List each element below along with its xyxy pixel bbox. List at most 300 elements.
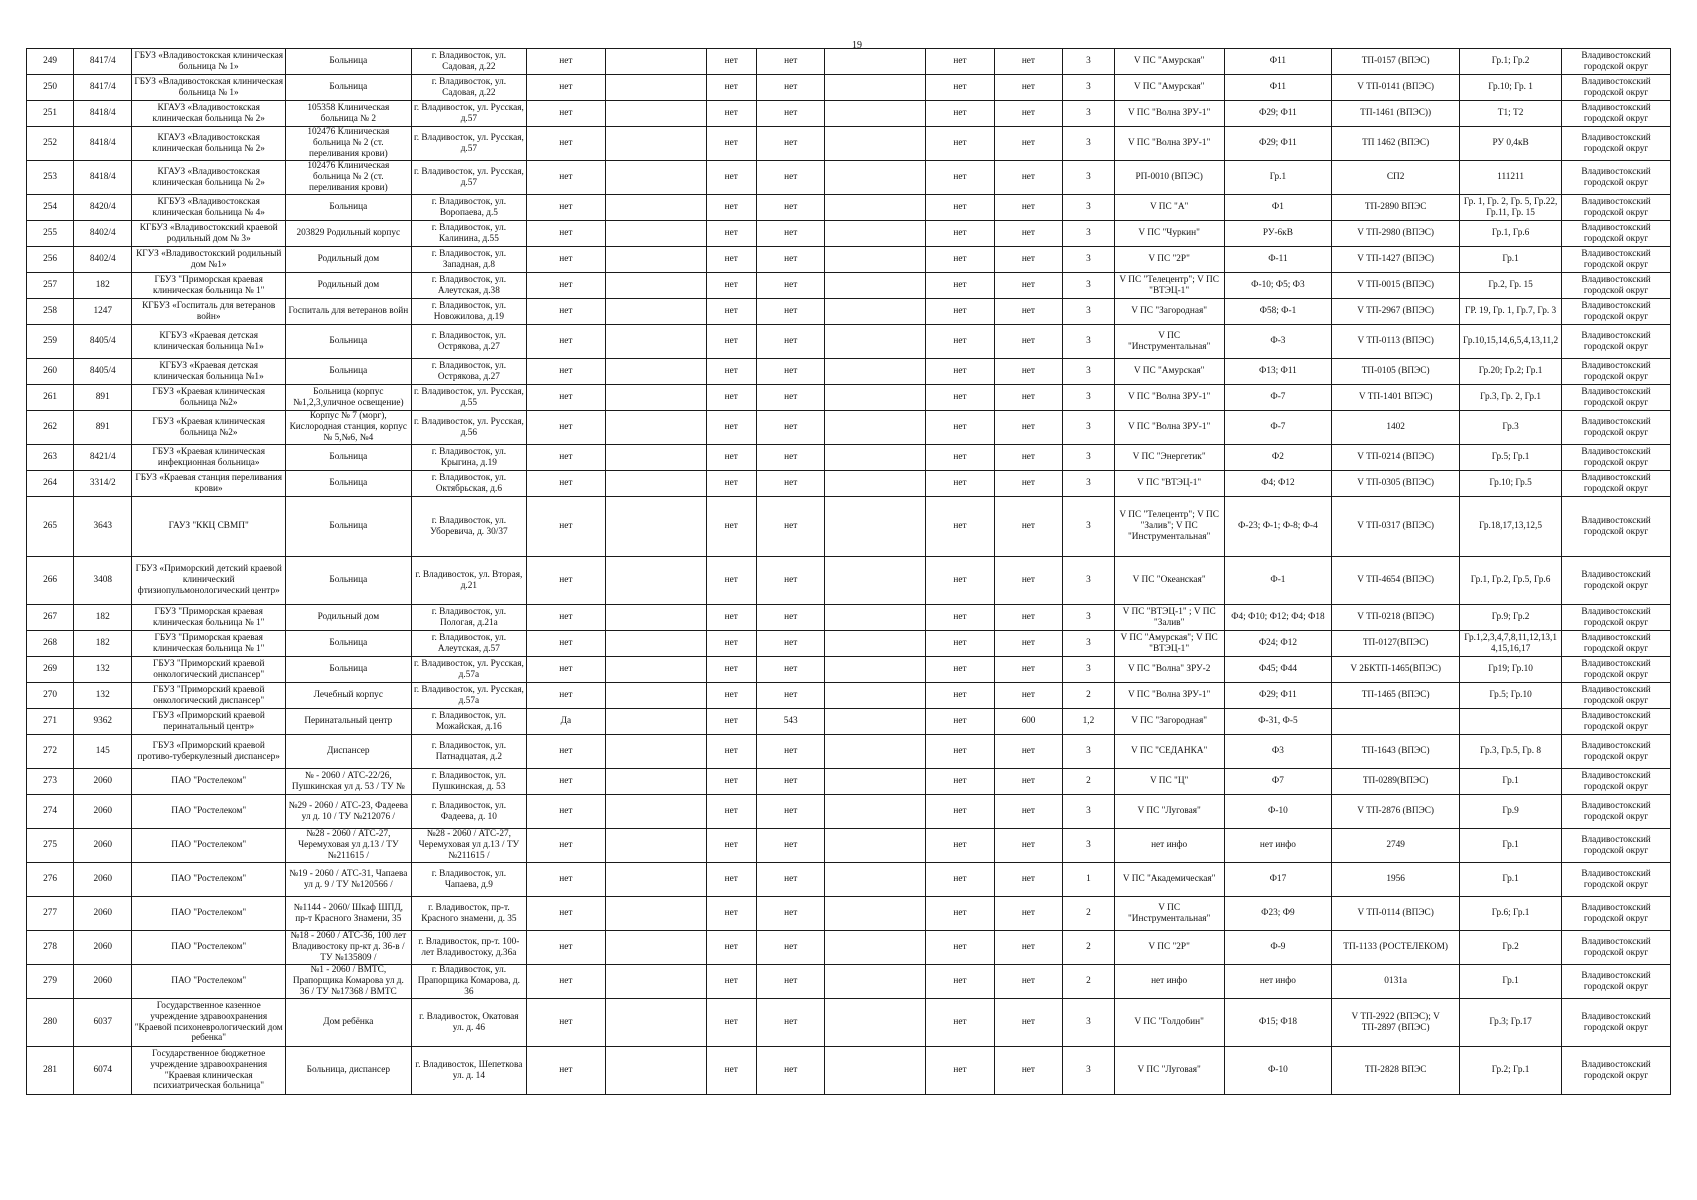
cell-col-9 (825, 709, 926, 735)
cell-row-number: 250 (27, 75, 74, 101)
cell-feeder: Ф2 (1224, 445, 1332, 471)
cell-col-6 (605, 897, 706, 931)
table-row (27, 161, 1671, 195)
cell-substation: V ТП-2922 (ВПЭС); V ТП-2897 (ВПЭС) (1332, 999, 1460, 1047)
cell-object-name: Дом ребёнка (286, 999, 412, 1047)
cell-feeder: Ф15; Ф18 (1224, 999, 1332, 1047)
cell-organization: ГБУЗ «Владивостокская клиническая больница № 1» (132, 75, 286, 101)
cell-power-center: V ПС "Загородная" (1114, 709, 1224, 735)
cell-organization: ПАО "Ростелеком" (132, 829, 286, 863)
cell-groups: Гр.20; Гр.2; Гр.1 (1460, 359, 1562, 385)
cell-row-number: 261 (27, 385, 74, 411)
cell-col-10: нет (926, 195, 994, 221)
cell-feeder: Ф-10 (1224, 1047, 1332, 1095)
cell-col-8: нет (756, 965, 824, 999)
cell-col-5: нет (527, 1047, 605, 1095)
cell-col-6 (605, 385, 706, 411)
cell-col-7: нет (706, 795, 756, 829)
table-body (27, 49, 1671, 1095)
cell-col-7: нет (706, 471, 756, 497)
cell-col-8: нет (756, 411, 824, 445)
cell-col-8: нет (756, 75, 824, 101)
cell-groups: Гр. 1, Гр. 2, Гр. 5, Гр.22, Гр.11, Гр. 15 (1460, 195, 1562, 221)
cell-object-name: 105358 Клиническая больница № 2 (286, 101, 412, 127)
cell-col-11: нет (994, 683, 1062, 709)
cell-col-10: нет (926, 557, 994, 605)
cell-col-11: нет (994, 101, 1062, 127)
cell-category: 2 (1063, 683, 1115, 709)
cell-col-7: нет (706, 445, 756, 471)
cell-district: Владивостокский городской округ (1562, 557, 1671, 605)
cell-row-number: 270 (27, 683, 74, 709)
cell-row-number: 260 (27, 359, 74, 385)
cell-col-10: нет (926, 445, 994, 471)
cell-col-6 (605, 769, 706, 795)
table-row (27, 965, 1671, 999)
cell-district: Владивостокский городской округ (1562, 863, 1671, 897)
cell-col-10: нет (926, 631, 994, 657)
cell-col-9 (825, 1047, 926, 1095)
cell-col-10: нет (926, 385, 994, 411)
cell-col-8: нет (756, 445, 824, 471)
cell-organization: ПАО "Ростелеком" (132, 795, 286, 829)
cell-category: 3 (1063, 445, 1115, 471)
cell-category: 3 (1063, 735, 1115, 769)
cell-groups: Гр.1; Гр.2 (1460, 49, 1562, 75)
cell-col-9 (825, 735, 926, 769)
cell-power-center: V ПС "ВТЭЦ-1" (1114, 471, 1224, 497)
cell-category: 3 (1063, 195, 1115, 221)
cell-address: г. Владивосток, ул. Патнадцатая, д.2 (411, 735, 527, 769)
cell-row-number: 252 (27, 127, 74, 161)
cell-code: 2060 (74, 769, 132, 795)
cell-substation: V ТП-0114 (ВПЭС) (1332, 897, 1460, 931)
cell-code: 6037 (74, 999, 132, 1047)
table-row (27, 557, 1671, 605)
cell-col-9 (825, 829, 926, 863)
cell-col-10: нет (926, 897, 994, 931)
cell-col-6 (605, 631, 706, 657)
cell-organization: КГБУЗ «Краевая детская клиническая больница №1» (132, 325, 286, 359)
cell-category: 3 (1063, 247, 1115, 273)
cell-power-center: V ПС "2Р" (1114, 247, 1224, 273)
cell-feeder: нет инфо (1224, 829, 1332, 863)
cell-object-name: №1 - 2060 / ВМТС, Прапорщика Комарова ул д. 36 / ТУ №17368 / ВМТС (286, 965, 412, 999)
cell-row-number: 249 (27, 49, 74, 75)
cell-col-5: нет (527, 769, 605, 795)
cell-col-9 (825, 127, 926, 161)
cell-substation: 1956 (1332, 863, 1460, 897)
cell-district: Владивостокский городской округ (1562, 769, 1671, 795)
cell-address: г. Владивосток, ул. Русская, д.57а (411, 657, 527, 683)
cell-category: 2 (1063, 769, 1115, 795)
cell-code: 8402/4 (74, 221, 132, 247)
cell-col-7: нет (706, 273, 756, 299)
cell-address: г. Владивосток, ул. Пологая, д.21а (411, 605, 527, 631)
cell-col-6 (605, 127, 706, 161)
cell-col-7: нет (706, 657, 756, 683)
cell-code: 2060 (74, 897, 132, 931)
cell-col-7: нет (706, 557, 756, 605)
table-row (27, 735, 1671, 769)
cell-col-5: нет (527, 49, 605, 75)
cell-groups: Т1; Т2 (1460, 101, 1562, 127)
cell-category: 3 (1063, 657, 1115, 683)
cell-district: Владивостокский городской округ (1562, 829, 1671, 863)
cell-groups: Гр.10,15,14,6,5,4,13,11,2 (1460, 325, 1562, 359)
cell-col-9 (825, 471, 926, 497)
cell-col-10: нет (926, 795, 994, 829)
cell-power-center: V ПС "Ц" (1114, 769, 1224, 795)
cell-col-6 (605, 195, 706, 221)
cell-district: Владивостокский городской округ (1562, 75, 1671, 101)
cell-feeder: Ф23; Ф9 (1224, 897, 1332, 931)
cell-col-5: нет (527, 359, 605, 385)
cell-code: 182 (74, 631, 132, 657)
cell-power-center: V ПС "Волна" ЗРУ-2 (1114, 657, 1224, 683)
cell-col-11: 600 (994, 709, 1062, 735)
cell-col-6 (605, 247, 706, 273)
cell-feeder: Ф4; Ф12 (1224, 471, 1332, 497)
cell-col-5: нет (527, 863, 605, 897)
cell-category: 3 (1063, 325, 1115, 359)
cell-object-name: №28 - 2060 / АТС-27, Черемуховая ул д.13 / ТУ №211615 / (286, 829, 412, 863)
cell-col-11: нет (994, 325, 1062, 359)
cell-col-7: нет (706, 897, 756, 931)
cell-col-11: нет (994, 795, 1062, 829)
cell-col-8: нет (756, 657, 824, 683)
cell-groups: Гр.10; Гр. 1 (1460, 75, 1562, 101)
cell-col-10: нет (926, 657, 994, 683)
cell-feeder: Ф-9 (1224, 931, 1332, 965)
cell-power-center: V ПС "Амурская" (1114, 75, 1224, 101)
cell-col-5: нет (527, 829, 605, 863)
cell-district: Владивостокский городской округ (1562, 299, 1671, 325)
cell-col-9 (825, 605, 926, 631)
cell-object-name: Больница (286, 631, 412, 657)
cell-substation: ТП-0289(ВПЭС) (1332, 769, 1460, 795)
cell-col-9 (825, 897, 926, 931)
cell-power-center: V ПС "ВТЭЦ-1" ; V ПС "Залив" (1114, 605, 1224, 631)
cell-col-9 (825, 359, 926, 385)
cell-power-center: V ПС "Чуркин" (1114, 221, 1224, 247)
cell-organization: ПАО "Ростелеком" (132, 897, 286, 931)
cell-code: 9362 (74, 709, 132, 735)
cell-feeder: Ф1 (1224, 195, 1332, 221)
table-row (27, 999, 1671, 1047)
cell-col-9 (825, 273, 926, 299)
cell-feeder: Ф-31, Ф-5 (1224, 709, 1332, 735)
page-number: 19 (852, 40, 862, 51)
cell-col-7: нет (706, 631, 756, 657)
cell-col-11: нет (994, 769, 1062, 795)
cell-address: г. Владивосток, ул. Вторая, д.21 (411, 557, 527, 605)
cell-district: Владивостокский городской округ (1562, 631, 1671, 657)
cell-col-11: нет (994, 631, 1062, 657)
cell-power-center: V ПС "Луговая" (1114, 1047, 1224, 1095)
cell-power-center: нет инфо (1114, 965, 1224, 999)
cell-col-6 (605, 999, 706, 1047)
cell-power-center: V ПС "Волна ЗРУ-1" (1114, 411, 1224, 445)
cell-row-number: 255 (27, 221, 74, 247)
cell-code: 8418/4 (74, 127, 132, 161)
cell-organization: ПАО "Ростелеком" (132, 863, 286, 897)
cell-feeder: Ф11 (1224, 49, 1332, 75)
cell-col-8: нет (756, 385, 824, 411)
cell-col-6 (605, 829, 706, 863)
cell-district: Владивостокский городской округ (1562, 657, 1671, 683)
cell-substation: V ТП-0218 (ВПЭС) (1332, 605, 1460, 631)
cell-col-11: нет (994, 605, 1062, 631)
cell-code: 2060 (74, 965, 132, 999)
cell-col-5: нет (527, 273, 605, 299)
cell-col-7: нет (706, 709, 756, 735)
cell-code: 2060 (74, 931, 132, 965)
cell-col-9 (825, 49, 926, 75)
cell-col-7: нет (706, 195, 756, 221)
cell-col-6 (605, 101, 706, 127)
cell-address: г. Владивосток, ул. Острякова, д.27 (411, 359, 527, 385)
cell-col-8: нет (756, 221, 824, 247)
cell-col-6 (605, 273, 706, 299)
cell-groups: Гр.1, Гр.2, Гр.5, Гр.6 (1460, 557, 1562, 605)
cell-code: 3643 (74, 497, 132, 557)
cell-power-center: V ПС "Волна ЗРУ-1" (1114, 683, 1224, 709)
cell-groups: Гр.1,2,3,4,7,8,11,12,13,14,15,16,17 (1460, 631, 1562, 657)
cell-power-center: V ПС "Телецентр"; V ПС "Залив"; V ПС "Инструментальная" (1114, 497, 1224, 557)
cell-object-name: Больница (286, 325, 412, 359)
cell-power-center: V ПС "Инструментальная" (1114, 325, 1224, 359)
cell-feeder: Гр.1 (1224, 161, 1332, 195)
cell-col-10: нет (926, 709, 994, 735)
cell-category: 3 (1063, 1047, 1115, 1095)
cell-col-6 (605, 411, 706, 445)
cell-code: 891 (74, 411, 132, 445)
cell-object-name: Диспансер (286, 735, 412, 769)
cell-code: 8420/4 (74, 195, 132, 221)
cell-organization: ГБУЗ "Приморский краевой онкологический диспансер" (132, 657, 286, 683)
cell-district: Владивостокский городской округ (1562, 605, 1671, 631)
table-row (27, 127, 1671, 161)
cell-district: Владивостокский городской округ (1562, 445, 1671, 471)
cell-organization: ГБУЗ «Владивостокская клиническая больница № 1» (132, 49, 286, 75)
cell-col-11: нет (994, 195, 1062, 221)
cell-category: 3 (1063, 359, 1115, 385)
cell-col-8: нет (756, 631, 824, 657)
cell-groups: Гр.1 (1460, 829, 1562, 863)
cell-category: 3 (1063, 471, 1115, 497)
cell-district: Владивостокский городской округ (1562, 101, 1671, 127)
cell-col-5: нет (527, 931, 605, 965)
cell-district: Владивостокский городской округ (1562, 735, 1671, 769)
cell-col-6 (605, 709, 706, 735)
cell-col-11: нет (994, 221, 1062, 247)
cell-col-11: нет (994, 931, 1062, 965)
cell-col-7: нет (706, 497, 756, 557)
cell-col-6 (605, 161, 706, 195)
cell-col-7: нет (706, 769, 756, 795)
cell-col-6 (605, 445, 706, 471)
table-row (27, 75, 1671, 101)
cell-category: 2 (1063, 931, 1115, 965)
cell-col-9 (825, 195, 926, 221)
cell-object-name: №1144 - 2060/ Шкаф ШПД, пр-т Красного Знамени, 35 (286, 897, 412, 931)
cell-col-11: нет (994, 359, 1062, 385)
cell-col-11: нет (994, 497, 1062, 557)
cell-groups: Гр.3 (1460, 411, 1562, 445)
cell-col-9 (825, 75, 926, 101)
cell-row-number: 259 (27, 325, 74, 359)
cell-col-5: нет (527, 445, 605, 471)
cell-power-center: V ПС "Телецентр"; V ПС "ВТЭЦ-1" (1114, 273, 1224, 299)
cell-power-center: V ПС "Волна ЗРУ-1" (1114, 127, 1224, 161)
cell-organization: ГБУЗ «Приморский краевой перинатальный центр» (132, 709, 286, 735)
cell-substation: V ТП-2967 (ВПЭС) (1332, 299, 1460, 325)
cell-col-11: нет (994, 75, 1062, 101)
cell-row-number: 276 (27, 863, 74, 897)
cell-col-8: нет (756, 161, 824, 195)
cell-row-number: 262 (27, 411, 74, 445)
cell-substation: V ТП-2876 (ВПЭС) (1332, 795, 1460, 829)
cell-category: 3 (1063, 273, 1115, 299)
cell-groups: Гр.1 (1460, 863, 1562, 897)
cell-row-number: 272 (27, 735, 74, 769)
cell-substation: ТП-2890 ВПЭС (1332, 195, 1460, 221)
table-row (27, 471, 1671, 497)
cell-substation: ТП-0105 (ВПЭС) (1332, 359, 1460, 385)
table-row (27, 221, 1671, 247)
cell-col-11: нет (994, 1047, 1062, 1095)
cell-code: 145 (74, 735, 132, 769)
cell-code: 8402/4 (74, 247, 132, 273)
cell-power-center: V ПС "Энергетик" (1114, 445, 1224, 471)
cell-district: Владивостокский городской округ (1562, 247, 1671, 273)
cell-groups: Гр.2 (1460, 931, 1562, 965)
cell-feeder: Ф17 (1224, 863, 1332, 897)
cell-groups: Гр.1 (1460, 769, 1562, 795)
cell-district: Владивостокский городской округ (1562, 161, 1671, 195)
cell-col-6 (605, 497, 706, 557)
cell-row-number: 263 (27, 445, 74, 471)
cell-code: 132 (74, 683, 132, 709)
cell-col-5: нет (527, 557, 605, 605)
cell-feeder: Ф3 (1224, 735, 1332, 769)
cell-code: 3314/2 (74, 471, 132, 497)
cell-power-center: V ПС "Волна ЗРУ-1" (1114, 101, 1224, 127)
cell-address: г. Владивосток, ул. Русская, д.57а (411, 683, 527, 709)
cell-col-9 (825, 657, 926, 683)
cell-col-10: нет (926, 299, 994, 325)
cell-category: 1,2 (1063, 709, 1115, 735)
cell-object-name: Больница (286, 471, 412, 497)
cell-organization: ГБУЗ "Приморская краевая клиническая больница № 1" (132, 605, 286, 631)
table-row (27, 683, 1671, 709)
cell-col-9 (825, 161, 926, 195)
cell-object-name: Родильный дом (286, 247, 412, 273)
cell-district: Владивостокский городской округ (1562, 471, 1671, 497)
cell-col-7: нет (706, 75, 756, 101)
cell-col-9 (825, 101, 926, 127)
cell-groups: Гр.2, Гр. 15 (1460, 273, 1562, 299)
cell-feeder: Ф58; Ф-1 (1224, 299, 1332, 325)
cell-feeder: Ф13; Ф11 (1224, 359, 1332, 385)
cell-col-8: нет (756, 863, 824, 897)
cell-object-name: Больница (286, 75, 412, 101)
cell-col-8: 543 (756, 709, 824, 735)
cell-feeder: Ф7 (1224, 769, 1332, 795)
cell-address: г. Владивосток, пр-т. Красного знамени, д. 35 (411, 897, 527, 931)
cell-col-8: нет (756, 101, 824, 127)
cell-district: Владивостокский городской округ (1562, 411, 1671, 445)
cell-address: г. Владивосток, ул. Алеутская, д.38 (411, 273, 527, 299)
cell-col-9 (825, 385, 926, 411)
cell-groups: РУ 0,4кВ (1460, 127, 1562, 161)
cell-address: г. Владивосток, ул. Пушкинская, д. 53 (411, 769, 527, 795)
cell-col-7: нет (706, 101, 756, 127)
cell-address: г. Владивосток, Шепеткова ул. д. 14 (411, 1047, 527, 1095)
cell-col-10: нет (926, 273, 994, 299)
cell-district: Владивостокский городской округ (1562, 325, 1671, 359)
cell-col-6 (605, 605, 706, 631)
cell-col-6 (605, 683, 706, 709)
cell-organization: ГАУЗ "ККЦ СВМП" (132, 497, 286, 557)
cell-col-11: нет (994, 385, 1062, 411)
cell-address: г. Владивосток, ул. Острякова, д.27 (411, 325, 527, 359)
cell-district: Владивостокский городской округ (1562, 931, 1671, 965)
cell-col-8: нет (756, 299, 824, 325)
cell-address: г. Владивосток, ул. Русская, д.57 (411, 161, 527, 195)
cell-col-5: Да (527, 709, 605, 735)
cell-row-number: 274 (27, 795, 74, 829)
cell-col-6 (605, 557, 706, 605)
cell-district: Владивостокский городской округ (1562, 195, 1671, 221)
cell-col-11: нет (994, 445, 1062, 471)
cell-organization: КГБУЗ «Владивостокский краевой родильный дом № 3» (132, 221, 286, 247)
cell-address: г. Владивосток, ул. Калинина, д.55 (411, 221, 527, 247)
cell-organization: ГБУЗ "Приморская краевая клиническая больница № 1" (132, 631, 286, 657)
cell-category: 3 (1063, 49, 1115, 75)
cell-col-9 (825, 557, 926, 605)
cell-address: г. Владивосток, ул. Фадеева, д. 10 (411, 795, 527, 829)
table-row (27, 411, 1671, 445)
cell-col-11: нет (994, 299, 1062, 325)
cell-address: г. Владивосток, ул. Новожилова, д.19 (411, 299, 527, 325)
cell-groups: Гр.9 (1460, 795, 1562, 829)
cell-category: 3 (1063, 299, 1115, 325)
cell-row-number: 268 (27, 631, 74, 657)
cell-col-7: нет (706, 931, 756, 965)
cell-district: Владивостокский городской округ (1562, 795, 1671, 829)
cell-organization: ГБУЗ «Краевая клиническая больница №2» (132, 411, 286, 445)
cell-power-center: V ПС "Академическая" (1114, 863, 1224, 897)
cell-col-7: нет (706, 735, 756, 769)
cell-organization: КГБУЗ «Владивостокская клиническая больница № 4» (132, 195, 286, 221)
cell-organization: ГБУЗ "Приморский краевой онкологический диспансер" (132, 683, 286, 709)
cell-power-center: V ПС "Голдобин" (1114, 999, 1224, 1047)
cell-col-10: нет (926, 1047, 994, 1095)
cell-feeder: Ф-7 (1224, 411, 1332, 445)
cell-col-5: нет (527, 385, 605, 411)
cell-feeder: Ф-10 (1224, 795, 1332, 829)
cell-substation: ТП-0157 (ВПЭС) (1332, 49, 1460, 75)
cell-col-11: нет (994, 273, 1062, 299)
table-row (27, 49, 1671, 75)
cell-col-11: нет (994, 897, 1062, 931)
cell-groups: Гр.1, Гр.6 (1460, 221, 1562, 247)
cell-district: Владивостокский городской округ (1562, 897, 1671, 931)
cell-substation: 2749 (1332, 829, 1460, 863)
cell-groups: Гр.3, Гр.5, Гр. 8 (1460, 735, 1562, 769)
